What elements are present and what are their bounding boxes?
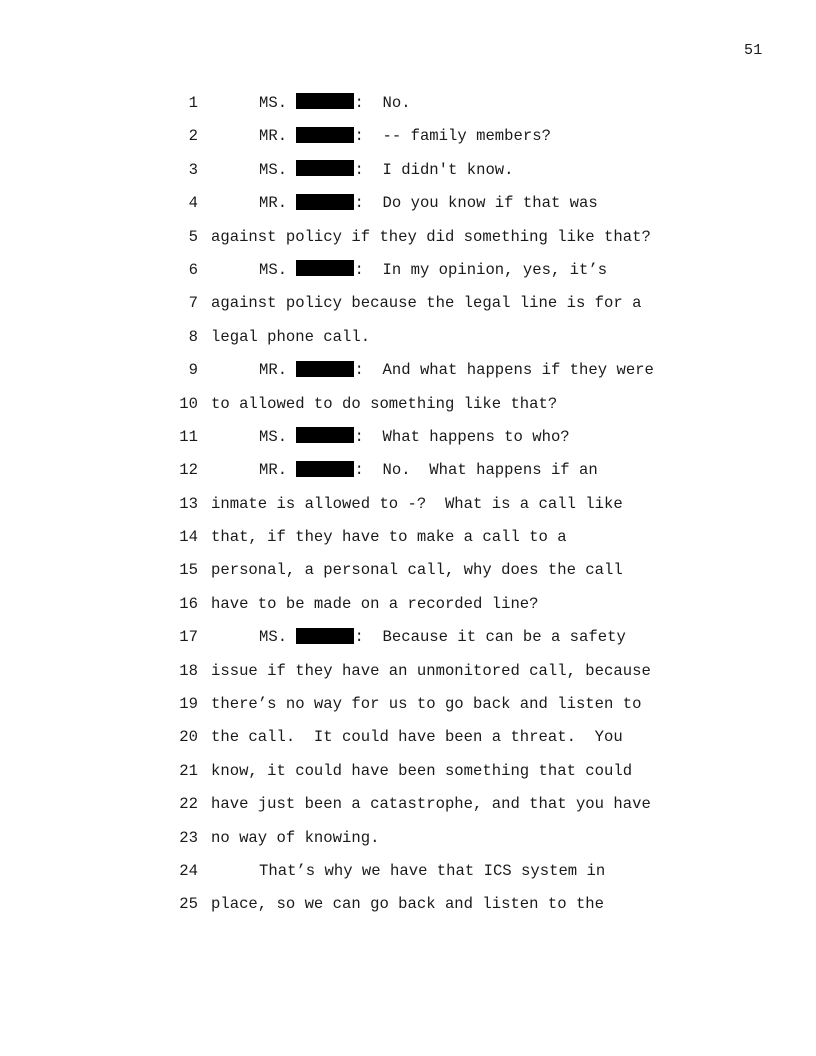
speaker-line [259,120,551,153]
continuation-line: issue if they have an unmonitored call, because [211,661,651,680]
line-number: 10 [179,394,198,413]
transcript-line [0,421,816,454]
transcript-line [0,588,816,621]
speaker-prefix: MS. [259,427,288,446]
redaction-box [296,93,354,109]
transcript-line [0,688,816,721]
line-number: 19 [179,695,198,714]
speaker-prefix: MR. [259,194,288,213]
speaker-prefix: MR. [259,127,288,146]
speaker-text: : Because it can be a safety [354,628,626,647]
transcript-line [0,755,816,788]
continuation-line: against policy because the legal line is for a [211,294,642,313]
speaker-prefix: MR. [259,461,288,480]
speaker-line [259,254,607,287]
continuation-line: to allowed to do something like that? [211,394,558,413]
transcript-line [0,655,816,688]
speaker-line [259,187,598,220]
continuation-line: personal, a personal call, why does the call [211,561,623,580]
transcript-line [0,354,816,387]
continuation-line: against policy if they did something like that? [211,227,651,246]
transcript-line [0,721,816,754]
speaker-prefix: MR. [259,361,288,380]
transcript-line [0,388,816,421]
line-number: 22 [179,795,198,814]
paragraph-line: That’s why we have that ICS system in [259,861,606,880]
page-number: 51 [744,42,763,59]
line-number: 1 [188,94,198,112]
transcript-line [0,87,816,120]
continuation-line: place, so we can go back and listen to the [211,895,605,914]
speaker-line [259,354,654,387]
transcript-line [0,454,816,487]
line-number: 17 [179,628,198,647]
line-number: 4 [188,194,198,213]
speaker-line [259,621,626,654]
redaction-box [296,194,354,210]
speaker-prefix: MS. [259,94,288,112]
continuation-line: know, it could have been something that could [211,761,633,780]
continuation-line: the call. It could have been a threat. You [211,728,623,747]
transcript-line [0,187,816,220]
redaction-box [296,260,354,276]
line-number: 5 [188,227,198,246]
line-number: 23 [179,828,198,847]
continuation-line: have just been a catastrophe, and that you have [211,795,651,814]
transcript-line [0,521,816,554]
transcript-line [0,120,816,153]
transcript-line [0,822,816,855]
speaker-line [259,87,411,120]
line-number: 18 [179,661,198,680]
line-number: 25 [179,895,198,914]
redaction-box [296,461,354,477]
line-number: 7 [188,294,198,313]
speaker-text: : No. [354,94,411,112]
continuation-line: no way of knowing. [211,828,380,847]
speaker-text: : -- family members? [354,127,551,146]
line-number: 16 [179,594,198,613]
speaker-line [259,454,598,487]
line-number: 14 [179,528,198,547]
continuation-line: that, if they have to make a call to a [211,528,567,547]
speaker-text: : Do you know if that was [354,194,598,213]
speaker-prefix: MS. [259,628,288,647]
continuation-line: inmate is allowed to -? What is a call like [211,494,623,513]
line-number: 3 [188,160,198,179]
line-number: 2 [188,127,198,146]
line-number: 9 [188,361,198,380]
transcript-line [0,621,816,654]
transcript-line [0,788,816,821]
continuation-line: have to be made on a recorded line? [211,594,539,613]
line-number: 12 [179,461,198,480]
speaker-prefix: MS. [259,260,288,279]
speaker-text: : No. What happens if an [354,461,598,480]
redaction-box [296,160,354,176]
transcript-line [0,855,816,888]
transcript-line [0,888,816,921]
speaker-text: : What happens to who? [354,427,570,446]
line-number: 15 [179,561,198,580]
speaker-prefix: MS. [259,160,288,179]
speaker-line [259,421,570,454]
redaction-box [296,361,354,377]
line-number: 13 [179,494,198,513]
speaker-text: : And what happens if they were [354,361,654,380]
continuation-line: legal phone call. [211,327,371,346]
transcript-line [0,154,816,187]
transcript-line [0,488,816,521]
transcript-line [0,287,816,320]
transcript-line [0,221,816,254]
line-number: 24 [179,861,198,880]
speaker-line [259,154,514,187]
transcript-line [0,254,816,287]
line-number: 21 [179,761,198,780]
line-number: 20 [179,728,198,747]
transcript-line [0,321,816,354]
line-number: 11 [179,427,198,446]
continuation-line: there’s no way for us to go back and listen to [211,695,642,714]
speaker-text: : I didn't know. [354,160,514,179]
speaker-text: : In my opinion, yes, it’s [354,260,608,279]
redaction-box [296,427,354,443]
line-number: 6 [188,260,198,279]
transcript-body [0,87,816,922]
redaction-box [296,127,354,143]
line-number: 8 [188,327,198,346]
redaction-box [296,628,354,644]
transcript-line [0,554,816,587]
